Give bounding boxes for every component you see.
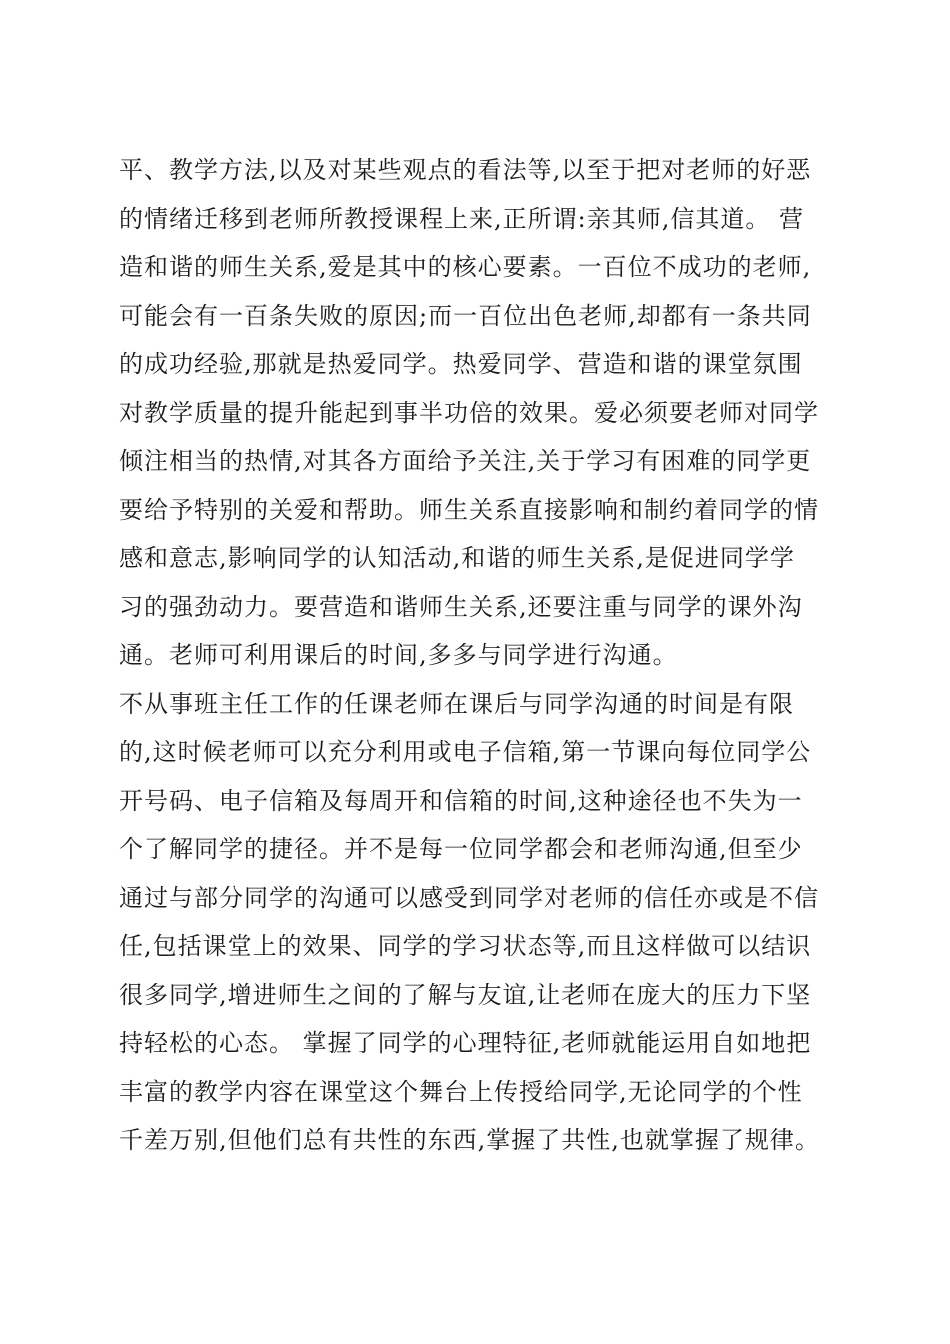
text-line: 个了解同学的捷径。并不是每一位同学都会和老师沟通,但至少 [119, 835, 803, 863]
text-line: 千差万别,但他们总有共性的东西,掌握了共性,也就掌握了规律。 [119, 1126, 820, 1154]
text-line: 的情绪迁移到老师所教授课程上来,正所谓:亲其师,信其道。 营 [119, 204, 804, 233]
text-line: 持轻松的心态。 掌握了同学的心理特征,老师就能运用自如地把 [119, 1029, 812, 1057]
text-line: 的成功经验,那就是热爱同学。热爱同学、营造和谐的课堂氛围 [119, 350, 803, 378]
text-line: 感和意志,影响同学的认知活动,和谐的师生关系,是促进同学学 [119, 544, 795, 572]
text-line: 造和谐的师生关系,爱是其中的核心要素。一百位不成功的老师, [119, 253, 812, 281]
text-line: 丰富的教学内容在课堂这个舞台上传授给同学,无论同学的个性 [119, 1077, 803, 1106]
text-line: 的,这时候老师可以充分利用或电子信箱,第一节课向每位同学公 [119, 738, 812, 766]
body-text [119, 146, 839, 1165]
text-line: 可能会有一百条失败的原因;而一百位出色老师,却都有一条共同 [119, 301, 812, 330]
text-line: 倾注相当的热情,对其各方面给予关注,关于学习有困难的同学更 [119, 447, 812, 475]
text-line: 通过与部分同学的沟通可以感受到同学对老师的信任亦或是不信 [119, 883, 819, 912]
text-line: 通。老师可利用课后的时间,多多与同学进行沟通。 [119, 641, 678, 669]
text-line: 不从事班主任工作的任课老师在课后与同学沟通的时间是有限 [119, 689, 794, 718]
text-line: 平、教学方法,以及对某些观点的看法等,以至于把对老师的好恶 [119, 156, 812, 184]
text-line: 任,包括课堂上的效果、同学的学习状态等,而且这样做可以结识 [119, 932, 812, 960]
text-line: 要给予特别的关爱和帮助。师生关系直接影响和制约着同学的情 [119, 495, 819, 524]
text-line: 很多同学,增进师生之间的了解与友谊,让老师在庞大的压力下坚 [119, 980, 812, 1009]
text-line: 习的强劲动力。要营造和谐师生关系,还要注重与同学的课外沟 [119, 592, 803, 621]
text-line: 对教学质量的提升能起到事半功倍的效果。爱必须要老师对同学 [119, 398, 819, 427]
text-line: 开号码、电子信箱及每周开和信箱的时间,这种途径也不失为一 [119, 786, 803, 815]
